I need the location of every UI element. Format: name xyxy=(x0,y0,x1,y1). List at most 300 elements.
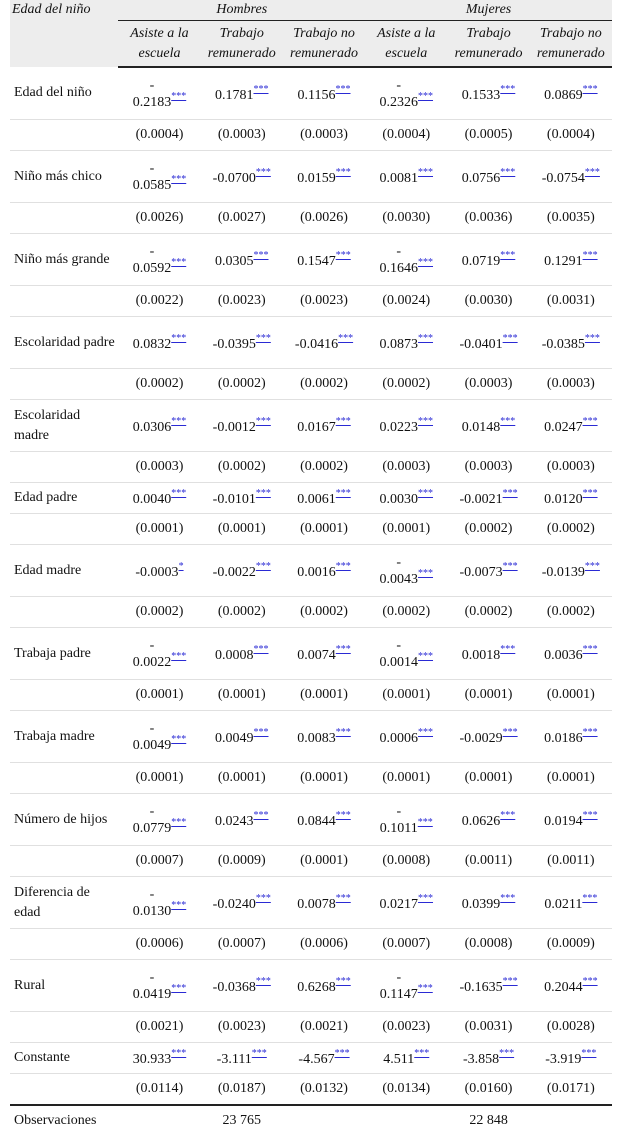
coefficient-value: -0.0139 xyxy=(541,564,585,580)
coefficient-value: -0.0240 xyxy=(212,896,256,912)
standard-error-row xyxy=(10,846,612,877)
standard-error-cell: (0.0007) xyxy=(201,929,283,960)
coefficient-cell xyxy=(447,1043,529,1074)
coefficient-value: - 0.0419 xyxy=(132,969,172,1002)
significance-stars[interactable]: *** xyxy=(335,166,351,178)
standard-error-cell: (0.0003) xyxy=(530,369,612,400)
coefficient-cell xyxy=(447,877,529,929)
significance-stars[interactable]: *** xyxy=(417,982,433,994)
regression-table xyxy=(10,0,612,1136)
standard-error-cell: (0.0036) xyxy=(447,203,529,234)
standard-error-cell: (0.0003) xyxy=(447,369,529,400)
empty-label-cell xyxy=(10,1012,118,1043)
coefficient-row xyxy=(10,1043,612,1074)
coefficient-value: 0.0243 xyxy=(214,813,254,829)
standard-error-cell: (0.0187) xyxy=(201,1074,283,1106)
coefficient-value: 0.0006 xyxy=(379,730,419,746)
coefficient-cell xyxy=(118,794,200,846)
significance-stars[interactable]: *** xyxy=(253,809,269,821)
coefficient-cell xyxy=(365,545,447,597)
significance-stars[interactable]: *** xyxy=(255,488,271,499)
significance-stars[interactable]: *** xyxy=(171,488,187,499)
standard-error-cell: (0.0007) xyxy=(118,846,200,877)
standard-error-cell: (0.0007) xyxy=(365,929,447,960)
coefficient-cell xyxy=(447,794,529,846)
coefficient-value: 0.1781 xyxy=(214,87,254,103)
standard-error-row xyxy=(10,680,612,711)
significance-stars[interactable]: *** xyxy=(418,166,434,178)
significance-stars[interactable]: *** xyxy=(418,415,434,427)
coefficient-value: - 0.1147 xyxy=(379,969,418,1002)
significance-stars[interactable]: *** xyxy=(584,560,600,572)
standard-error-cell: (0.0031) xyxy=(447,1012,529,1043)
coefficient-value: - 0.0779 xyxy=(132,803,172,836)
significance-stars[interactable]: *** xyxy=(171,415,187,427)
standard-error-cell: (0.0021) xyxy=(118,1012,200,1043)
coefficient-cell xyxy=(201,960,283,1012)
significance-stars[interactable]: *** xyxy=(253,83,269,95)
significance-stars[interactable]: *** xyxy=(500,166,516,178)
coefficient-cell xyxy=(118,151,200,203)
coefficient-value: - 0.2183 xyxy=(132,77,172,110)
significance-stars[interactable]: *** xyxy=(418,488,434,499)
standard-error-cell: (0.0021) xyxy=(283,1012,365,1043)
significance-stars[interactable]: *** xyxy=(582,892,598,904)
significance-stars[interactable]: *** xyxy=(253,249,269,261)
standard-error-cell: (0.0008) xyxy=(447,929,529,960)
coefficient-value: -0.0029 xyxy=(459,730,503,746)
significance-stars[interactable]: *** xyxy=(335,643,351,655)
significance-stars[interactable]: *** xyxy=(581,1048,597,1059)
coefficient-value: -4.567 xyxy=(298,1052,335,1067)
group-header-hombres: Hombres xyxy=(118,0,365,21)
significance-stars[interactable]: *** xyxy=(502,488,518,499)
significance-stars[interactable]: *** xyxy=(171,332,187,344)
significance-stars[interactable]: *** xyxy=(582,415,598,427)
significance-stars[interactable]: *** xyxy=(171,256,187,268)
significance-stars[interactable]: *** xyxy=(582,809,598,821)
standard-error-cell: (0.0002) xyxy=(447,514,529,545)
significance-stars[interactable]: *** xyxy=(335,726,351,738)
coefficient-cell xyxy=(283,151,365,203)
empty-label-cell xyxy=(10,120,118,151)
significance-stars[interactable]: *** xyxy=(418,726,434,738)
coefficient-cell xyxy=(283,877,365,929)
variable-label: Niño más grande xyxy=(10,234,118,286)
coefficient-cell xyxy=(118,400,200,452)
coefficient-cell xyxy=(365,483,447,514)
significance-stars[interactable]: *** xyxy=(335,249,351,261)
standard-error-cell: (0.0001) xyxy=(530,763,612,794)
coefficient-value: 0.0305 xyxy=(214,253,254,269)
standard-error-cell: (0.0003) xyxy=(447,452,529,483)
standard-error-cell: (0.0022) xyxy=(118,286,200,317)
significance-stars[interactable]: *** xyxy=(255,560,271,572)
coefficient-value: -0.0101 xyxy=(212,492,256,507)
variable-label: Diferencia de edad xyxy=(10,877,118,929)
standard-error-cell: (0.0031) xyxy=(530,286,612,317)
standard-error-cell: (0.0028) xyxy=(530,1012,612,1043)
coefficient-cell xyxy=(201,317,283,369)
significance-stars[interactable]: *** xyxy=(255,892,271,904)
significance-stars[interactable]: *** xyxy=(500,643,516,655)
significance-stars[interactable]: *** xyxy=(335,892,351,904)
significance-stars[interactable]: *** xyxy=(335,83,351,95)
standard-error-cell: (0.0024) xyxy=(365,286,447,317)
coefficient-cell xyxy=(118,483,200,514)
variable-label: Edad del niño xyxy=(10,67,118,120)
significance-stars[interactable]: *** xyxy=(335,488,351,499)
significance-stars[interactable]: *** xyxy=(251,1048,267,1059)
significance-stars[interactable]: *** xyxy=(418,332,434,344)
standard-error-cell: (0.0002) xyxy=(283,452,365,483)
variable-label: Rural xyxy=(10,960,118,1012)
standard-error-cell: (0.0030) xyxy=(447,286,529,317)
significance-stars[interactable]: *** xyxy=(500,892,516,904)
coefficient-cell xyxy=(447,545,529,597)
coefficient-value: 30.933 xyxy=(132,1052,172,1067)
coefficient-cell xyxy=(530,67,612,120)
coefficient-cell xyxy=(118,234,200,286)
variable-label: Escolaridad madre xyxy=(10,400,118,452)
group-header-mujeres: Mujeres xyxy=(365,0,612,21)
coefficient-value: -0.0754 xyxy=(541,170,585,186)
standard-error-cell: (0.0001) xyxy=(201,763,283,794)
coefficient-row xyxy=(10,234,612,286)
coefficient-value: -0.0022 xyxy=(212,564,256,580)
significance-stars[interactable]: *** xyxy=(500,83,516,95)
coefficient-cell xyxy=(447,151,529,203)
significance-stars[interactable]: *** xyxy=(582,726,598,738)
coefficient-row xyxy=(10,628,612,680)
standard-error-cell: (0.0001) xyxy=(201,680,283,711)
standard-error-row xyxy=(10,1012,612,1043)
variable-label: Trabaja madre xyxy=(10,711,118,763)
standard-error-cell: (0.0004) xyxy=(530,120,612,151)
coefficient-value: 0.1533 xyxy=(461,87,501,103)
coefficient-value: - 0.0592 xyxy=(132,243,172,276)
coefficient-cell xyxy=(118,545,200,597)
coefficient-value: 0.0832 xyxy=(132,336,172,352)
coefficient-value: - 0.2326 xyxy=(379,77,419,110)
coefficient-value: 0.0211 xyxy=(544,896,583,912)
coefficient-cell xyxy=(118,628,200,680)
standard-error-cell: (0.0003) xyxy=(530,452,612,483)
coefficient-cell xyxy=(530,545,612,597)
column-header: Trabajo no remunerado xyxy=(530,21,612,68)
coefficient-row xyxy=(10,960,612,1012)
standard-error-cell: (0.0002) xyxy=(283,369,365,400)
significance-stars[interactable]: *** xyxy=(418,567,434,579)
coefficient-row xyxy=(10,67,612,120)
significance-stars[interactable]: * xyxy=(178,560,184,572)
variable-label: Escolaridad padre xyxy=(10,317,118,369)
standard-error-cell: (0.0160) xyxy=(447,1074,529,1106)
coefficient-cell xyxy=(530,151,612,203)
significance-stars[interactable]: *** xyxy=(584,332,600,344)
coefficient-value: 0.0074 xyxy=(297,647,336,663)
coefficient-value: -0.0395 xyxy=(212,336,256,352)
significance-stars[interactable]: *** xyxy=(417,816,433,828)
significance-stars[interactable]: *** xyxy=(582,249,598,261)
standard-error-cell: (0.0002) xyxy=(201,452,283,483)
standard-error-cell: (0.0026) xyxy=(118,203,200,234)
significance-stars[interactable]: *** xyxy=(502,560,518,572)
coefficient-cell xyxy=(283,67,365,120)
coefficient-cell xyxy=(447,317,529,369)
significance-stars[interactable]: *** xyxy=(500,809,516,821)
standard-error-row xyxy=(10,286,612,317)
coefficient-value: 0.0869 xyxy=(544,87,583,103)
coefficient-value: 0.0399 xyxy=(461,896,501,912)
standard-error-cell: (0.0002) xyxy=(365,369,447,400)
standard-error-cell: (0.0002) xyxy=(118,597,200,628)
coefficient-value: 0.0061 xyxy=(297,492,336,507)
coefficient-cell xyxy=(530,628,612,680)
coefficient-cell xyxy=(365,877,447,929)
coefficient-value: 0.0186 xyxy=(544,730,583,746)
coefficient-cell xyxy=(201,483,283,514)
column-header: Trabajo remunerado xyxy=(447,21,529,68)
coefficient-value: 0.0120 xyxy=(544,492,583,507)
standard-error-cell: (0.0001) xyxy=(201,514,283,545)
coefficient-cell xyxy=(201,1043,283,1074)
column-header: Asiste a la escuela xyxy=(118,21,200,68)
coefficient-cell xyxy=(283,483,365,514)
significance-stars[interactable]: *** xyxy=(255,415,271,427)
standard-error-cell: (0.0030) xyxy=(365,203,447,234)
coefficient-cell xyxy=(118,711,200,763)
significance-stars[interactable]: *** xyxy=(414,1048,430,1059)
standard-error-cell: (0.0011) xyxy=(447,846,529,877)
coefficient-cell xyxy=(447,400,529,452)
significance-stars[interactable]: *** xyxy=(338,332,354,344)
significance-stars[interactable]: *** xyxy=(500,249,516,261)
standard-error-row xyxy=(10,763,612,794)
coefficient-cell xyxy=(283,317,365,369)
standard-error-row xyxy=(10,120,612,151)
column-header: Trabajo no remunerado xyxy=(283,21,365,68)
significance-stars[interactable]: *** xyxy=(502,975,518,987)
standard-error-cell: (0.0003) xyxy=(201,120,283,151)
significance-stars[interactable]: *** xyxy=(253,643,269,655)
standard-error-cell: (0.0001) xyxy=(283,846,365,877)
standard-error-cell: (0.0001) xyxy=(118,763,200,794)
row-label-header: Edad del niño xyxy=(10,0,118,67)
coefficient-row xyxy=(10,545,612,597)
column-header: Asiste a la escuela xyxy=(365,21,447,68)
significance-stars[interactable]: *** xyxy=(418,256,434,268)
observations-mujeres: 22 848 xyxy=(365,1105,612,1136)
standard-error-cell: (0.0023) xyxy=(201,1012,283,1043)
standard-error-cell: (0.0004) xyxy=(118,120,200,151)
standard-error-cell: (0.0023) xyxy=(283,286,365,317)
standard-error-cell: (0.0035) xyxy=(530,203,612,234)
coefficient-value: - 0.0014 xyxy=(379,637,419,670)
standard-error-cell: (0.0027) xyxy=(201,203,283,234)
coefficient-value: 0.0030 xyxy=(379,492,419,507)
variable-label: Constante xyxy=(10,1043,118,1074)
table-header xyxy=(10,0,612,67)
significance-stars[interactable]: *** xyxy=(582,643,598,655)
coefficient-cell xyxy=(201,151,283,203)
significance-stars[interactable]: *** xyxy=(171,1048,187,1059)
coefficient-value: 0.0018 xyxy=(461,647,501,663)
standard-error-cell: (0.0001) xyxy=(365,680,447,711)
significance-stars[interactable]: *** xyxy=(171,90,187,102)
significance-stars[interactable]: *** xyxy=(582,83,598,95)
coefficient-value: 0.0049 xyxy=(214,730,254,746)
coefficient-value: 0.0194 xyxy=(544,813,583,829)
standard-error-cell: (0.0002) xyxy=(201,369,283,400)
standard-error-row xyxy=(10,929,612,960)
coefficient-value: 0.0081 xyxy=(379,170,419,186)
coefficient-row xyxy=(10,151,612,203)
coefficient-cell xyxy=(530,234,612,286)
significance-stars[interactable]: *** xyxy=(171,816,187,828)
significance-stars[interactable]: *** xyxy=(171,982,187,994)
significance-stars[interactable]: *** xyxy=(582,488,598,499)
empty-label-cell xyxy=(10,763,118,794)
significance-stars[interactable]: *** xyxy=(255,332,271,344)
coefficient-cell xyxy=(283,711,365,763)
standard-error-cell: (0.0001) xyxy=(283,763,365,794)
variable-label: Trabaja padre xyxy=(10,628,118,680)
coefficient-cell xyxy=(447,960,529,1012)
standard-error-cell: (0.0005) xyxy=(447,120,529,151)
coefficient-value: 0.1156 xyxy=(297,87,336,103)
coefficient-row xyxy=(10,794,612,846)
standard-error-cell: (0.0114) xyxy=(118,1074,200,1106)
coefficient-value: - 0.0585 xyxy=(132,160,172,193)
empty-label-cell xyxy=(10,597,118,628)
coefficient-value: 0.0159 xyxy=(297,170,336,186)
coefficient-row xyxy=(10,317,612,369)
coefficient-value: - 0.1646 xyxy=(379,243,419,276)
observations-label: Observaciones xyxy=(10,1105,118,1136)
standard-error-row xyxy=(10,203,612,234)
coefficient-cell xyxy=(530,1043,612,1074)
standard-error-cell: (0.0008) xyxy=(365,846,447,877)
significance-stars[interactable]: *** xyxy=(418,90,434,102)
significance-stars[interactable]: *** xyxy=(253,726,269,738)
significance-stars[interactable]: *** xyxy=(255,975,271,987)
column-header: Trabajo remunerado xyxy=(201,21,283,68)
table-body xyxy=(10,67,612,1136)
variable-label: Niño más chico xyxy=(10,151,118,203)
coefficient-value: -3.919 xyxy=(545,1052,582,1067)
coefficient-value: -0.0700 xyxy=(212,170,256,186)
significance-stars[interactable]: *** xyxy=(171,173,187,185)
significance-stars[interactable]: *** xyxy=(500,415,516,427)
coefficient-cell xyxy=(201,711,283,763)
coefficient-cell xyxy=(530,400,612,452)
coefficient-cell xyxy=(447,628,529,680)
coefficient-cell xyxy=(118,877,200,929)
significance-stars[interactable]: *** xyxy=(334,1048,350,1059)
significance-stars[interactable]: *** xyxy=(582,975,598,987)
coefficient-value: 0.0223 xyxy=(379,419,419,435)
coefficient-value: 0.0008 xyxy=(214,647,254,663)
coefficient-cell xyxy=(283,960,365,1012)
significance-stars[interactable]: *** xyxy=(335,415,351,427)
empty-label-cell xyxy=(10,929,118,960)
standard-error-cell: (0.0002) xyxy=(530,514,612,545)
standard-error-cell: (0.0001) xyxy=(283,514,365,545)
coefficient-value: 0.1547 xyxy=(297,253,336,269)
coefficient-value: 0.1291 xyxy=(544,253,583,269)
significance-stars[interactable]: *** xyxy=(335,809,351,821)
standard-error-cell: (0.0002) xyxy=(283,597,365,628)
coefficient-cell xyxy=(365,317,447,369)
coefficient-value: -3.111 xyxy=(216,1052,252,1067)
coefficient-row xyxy=(10,711,612,763)
coefficient-cell xyxy=(201,877,283,929)
standard-error-cell: (0.0001) xyxy=(365,514,447,545)
coefficient-cell xyxy=(530,483,612,514)
coefficient-cell xyxy=(118,317,200,369)
coefficient-cell xyxy=(530,317,612,369)
regression-table-container xyxy=(10,0,623,1136)
coefficient-cell xyxy=(283,628,365,680)
standard-error-row xyxy=(10,452,612,483)
standard-error-cell: (0.0006) xyxy=(283,929,365,960)
coefficient-cell xyxy=(365,151,447,203)
empty-label-cell xyxy=(10,452,118,483)
standard-error-row xyxy=(10,1074,612,1106)
standard-error-row xyxy=(10,514,612,545)
significance-stars[interactable]: *** xyxy=(171,733,187,745)
empty-label-cell xyxy=(10,286,118,317)
standard-error-cell: (0.0001) xyxy=(447,680,529,711)
coefficient-value: 0.0873 xyxy=(379,336,419,352)
coefficient-row xyxy=(10,483,612,514)
significance-stars[interactable]: *** xyxy=(499,1048,515,1059)
coefficient-cell xyxy=(201,628,283,680)
empty-label-cell xyxy=(10,846,118,877)
standard-error-cell: (0.0002) xyxy=(201,597,283,628)
standard-error-cell: (0.0001) xyxy=(118,680,200,711)
standard-error-cell: (0.0004) xyxy=(365,120,447,151)
coefficient-value: 4.511 xyxy=(383,1052,415,1067)
significance-stars[interactable]: *** xyxy=(171,899,187,911)
significance-stars[interactable]: *** xyxy=(502,726,518,738)
significance-stars[interactable]: *** xyxy=(335,560,351,572)
coefficient-value: - 0.0130 xyxy=(132,886,172,919)
coefficient-value: 0.0844 xyxy=(297,813,336,829)
coefficient-value: 0.0217 xyxy=(379,896,419,912)
coefficient-value: 0.6268 xyxy=(297,979,336,995)
empty-label-cell xyxy=(10,203,118,234)
significance-stars[interactable]: *** xyxy=(584,166,600,178)
standard-error-cell: (0.0006) xyxy=(118,929,200,960)
variable-label: Número de hijos xyxy=(10,794,118,846)
coefficient-value: - 0.0043 xyxy=(379,554,419,587)
empty-label-cell xyxy=(10,1074,118,1106)
significance-stars[interactable]: *** xyxy=(418,892,434,904)
significance-stars[interactable]: *** xyxy=(502,332,518,344)
significance-stars[interactable]: *** xyxy=(255,166,271,178)
significance-stars[interactable]: *** xyxy=(418,650,434,662)
empty-label-cell xyxy=(10,369,118,400)
observations-hombres: 23 765 xyxy=(118,1105,365,1136)
standard-error-cell: (0.0002) xyxy=(118,369,200,400)
coefficient-cell xyxy=(201,545,283,597)
coefficient-value: -0.0073 xyxy=(459,564,503,580)
significance-stars[interactable]: *** xyxy=(335,975,351,987)
significance-stars[interactable]: *** xyxy=(171,650,187,662)
coefficient-value: 0.0016 xyxy=(297,564,336,580)
